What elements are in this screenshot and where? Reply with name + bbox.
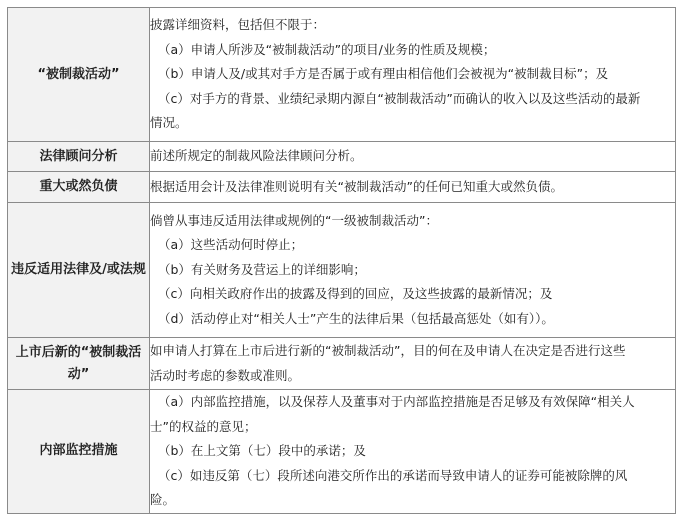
content-line: （a）内部监控措施，以及保荐人及董事对于内部监控措施是否足够及有效保障“相关人 [158, 394, 635, 409]
row-content [150, 203, 676, 338]
row-label [8, 203, 150, 338]
content-line: （a）这些活动何时停止； [158, 237, 304, 253]
row-label [8, 390, 150, 514]
content-line: （a）申请人所涉及“被制裁活动”的项目/业务的性质及规模； [158, 41, 496, 57]
content-line: （b）申请人及/或其对手方是否属于或有理由相信他们会被视为“被制裁目标”；及 [158, 66, 609, 82]
content-line: （c）向相关政府作出的披露及得到的回应，及这些披露的最新情况；及 [158, 286, 553, 302]
table-row [8, 142, 676, 172]
row-label-text: 内部监控措施 [39, 443, 118, 459]
row-label [8, 338, 150, 390]
content-line: （d）活动停止对“相关人士”产生的法律后果（包括最高惩处（如有））。 [158, 310, 554, 326]
row-label-text: 上市后新的“被制裁活动” [15, 344, 142, 382]
row-label [8, 172, 150, 203]
row-label-text: 法律顾问分析 [39, 148, 118, 164]
table-row [8, 390, 676, 514]
content-line: （c）对手方的背景、业绩纪录期内源自“被制裁活动”而确认的收入以及这些活动的最新 [158, 90, 641, 106]
row-label [8, 142, 150, 172]
table-row [8, 203, 676, 338]
row-content [150, 142, 676, 172]
row-content [150, 8, 676, 142]
content-line: （b）有关财务及营运上的详细影响； [158, 261, 366, 277]
content-line: （b）在上文第（七）段中的承诺；及 [158, 443, 366, 458]
row-content [150, 390, 676, 514]
table-row [8, 8, 676, 142]
table-row [8, 338, 676, 390]
row-label [8, 8, 150, 142]
content-line: （c）如违反第（七）段所述向港交所作出的承诺而导致申请人的证券可能被除牌的风 [158, 467, 628, 483]
content-line: 根据适用会计及法律准则说明有关“被制裁活动”的任何已知重大或然负债。 [150, 178, 563, 194]
content-line: 倘曾从事违反适用法律或规例的“一级被制裁活动”： [150, 212, 438, 228]
content-line: 士”的权益的意见； [150, 418, 257, 434]
content-line: 险。 [150, 492, 176, 507]
content-line: 披露详细资料，包括但不限于： [150, 17, 326, 33]
disclosure-requirements-table [7, 7, 676, 514]
content-line: 前述所规定的制裁风险法律顾问分析。 [150, 148, 363, 164]
table-row [8, 172, 676, 203]
row-content [150, 172, 676, 203]
row-label-text: 违反适用法律及/或法规 [11, 262, 146, 277]
row-label-text: 重大或然负债 [39, 179, 118, 194]
row-content [150, 338, 676, 390]
content-line: 活动时考虑的参数或准则。 [150, 367, 301, 383]
content-line: 如申请人打算在上市后进行新的“被制裁活动”，目的何在及申请人在决定是否进行这些 [150, 343, 626, 358]
content-line: 情况。 [150, 115, 188, 131]
row-label-text: “被制裁活动” [37, 66, 120, 82]
